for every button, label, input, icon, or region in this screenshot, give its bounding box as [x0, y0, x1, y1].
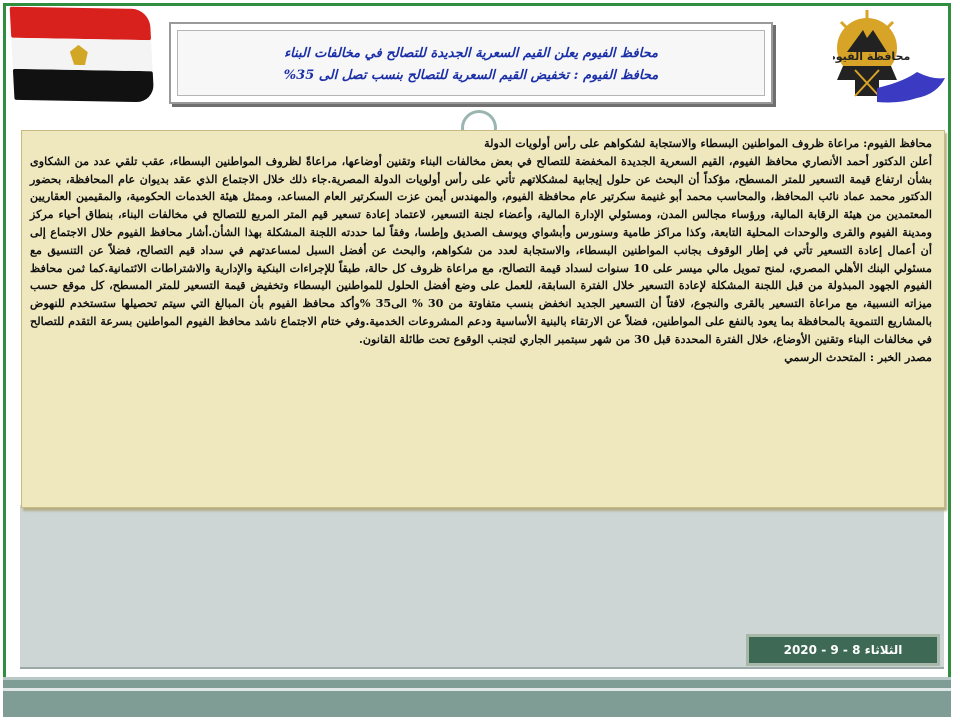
date-badge: الثلاثاء 8 - 9 - 2020 — [746, 634, 940, 666]
fayoum-logo — [833, 8, 949, 116]
article-box — [21, 130, 945, 508]
bottom-bar — [3, 677, 951, 717]
headline-box — [169, 22, 773, 104]
egypt-flag-icon — [10, 7, 155, 104]
article-headline: محافظ الفيوم: مراعاة ظروف المواطنين البسطاء والاستجابة لشكواهم على رأس أولويات الدولة — [484, 136, 932, 150]
headline-line-2: محافظ الفيوم : تخفيض القيم السعرية للتصالح بنسب تصل الى 35% — [283, 68, 659, 83]
article-paragraph: أعلن الدكتور أحمد الأنصاري محافظ الفيوم، القيم السعرية الجديدة المخفضة للتصالح في بعض مخالفات البناء وتقنين أوضاعها، مراعاةً لظروف المواطنين البسطاء، عقب تلقي عدد من الشكاوى بشأن ارتفاع قيمة التسعير للمتر المسطح، مؤكداً أن البحث عن حلول إيجابية لمشكلاتهم تأتي على رأس أولويات الدولة المصرية.جاء ذلك خلال الاجتماع الذي عقد بديوان عام المحافظة، بحضور الدكتور محمد عماد نائب المحافظ، والمحاسب محمد أبو غنيمة سكرتير عام محافظة الفيوم، والمهندس أيمن عزت السكرتير العام المساعد، وممثل هيئة الخدمات الحكومية، والمقيمين العقاريين المعتمدين من هيئة الرقابة المالية، ورؤساء مجالس المدن، ومسئولي الإدارة المالية، وأعضاء لجنة التسعير، لاعتماد إعادة تسعير قيم المتر المربع للتصالح في مخالفات البناء، بنطاق أحياء مركز ومدينة الفيوم والقرى والوحدات المحلية التابعة، وكذا مراكز طامية وسنورس وأبشواي ويوسف الصديق وإطسا، وفقاً لما حددته اللجنة المشكلة بهذا الشأن.أشار محافظ الفيوم خلال الاجتماع إلى أن أعمال إعادة التسعير تأتي في إطار الوقوف بجانب المواطنين البسطاء، والاستجابة لعدد من شكواهم، والبحث عن أفضل السبل لمساعدتهم في سداد قيم التصالح، فضلاً عن التنسيق مع مسئولي البنك الأهلي المصري، لمنح تمويل مالي ميسر على 10 سنوات لسداد قيمة التصالح، مع مراعاة ظروف كل حالة، طبقاً للإجراءات البنكية والإدارية والاشتراطات الائتمانية.كما ثمن محافظ الفيوم الجهود المبذولة من قبل اللجنة المشكلة لإعادة التسعير خلال الفترة السابقة، للعمل على وضع أفضل الحلول للمواطنين البسطاء وتخفيض قيمة التسعير للمتر المسطح، كل موقع حسب ميزاته النسبية، مع مراعاة التسعير بالقرى والنجوع، لافتاً أن التسعير الجديد انخفض بنسب متفاوتة من 30 % الى35 %وأكد محافظ الفيوم بأن المبالغ التي سيتم تحصيلها ستستخدم للنهوض بالمشاريع التنموية بالمحافظة بما يعود بالنفع على المواطنين، فضلاً عن الارتقاء بالبنية الأساسية ودعم المشروعات الخدمية.وفي ختام الاجتماع ناشد محافظ الفيوم المواطنين بسرعة التقدم للتصالح في مخالفات البناء وتقنين الأوضاع، خلال الفترة المحددة قبل 30 من شهر سبتمبر الجاري لتجنب الوقوع تحت طائلة القانون. — [30, 153, 932, 346]
article-body — [30, 135, 932, 366]
headline-line-1: محافظ الفيوم يعلن القيم السعرية الجديدة للتصالح في مخالفات البناء — [284, 46, 658, 61]
article-source: مصدر الخبر : المتحدث الرسمي — [784, 349, 932, 364]
logo-text: محافظة الفيوم — [833, 50, 911, 63]
